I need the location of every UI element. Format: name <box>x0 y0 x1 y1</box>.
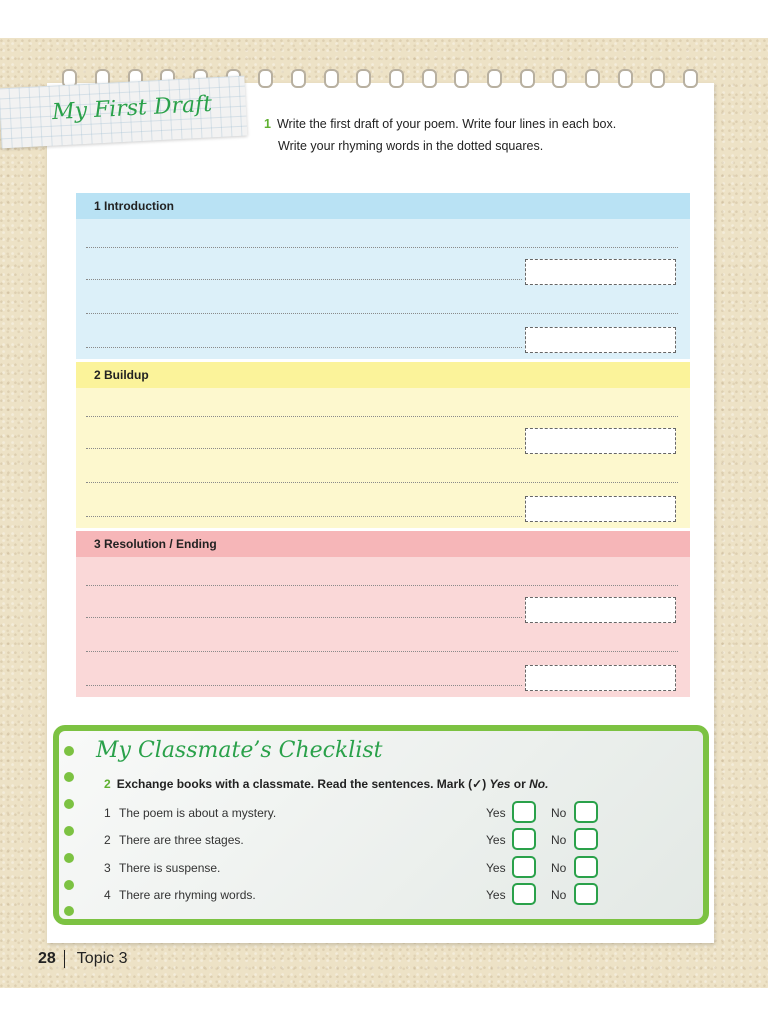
instruction-line-2: Write your rhyming words in the dotted squares. <box>278 139 544 153</box>
spiral-ring <box>683 69 698 88</box>
topic-label: Topic 3 <box>76 950 128 968</box>
yes-label: Yes <box>486 833 506 847</box>
spiral-hook-icon <box>64 772 74 782</box>
spiral-hook-icon <box>64 906 74 916</box>
no-checkbox[interactable] <box>574 856 598 878</box>
spiral-ring <box>487 69 502 88</box>
checklist-item-text: The poem is about a mystery. <box>119 806 277 820</box>
section-header: 3 Resolution / Ending <box>76 531 690 557</box>
checklist-item <box>104 828 604 854</box>
section-writing-area[interactable] <box>76 219 690 359</box>
spiral-hook-icon <box>64 746 74 756</box>
section-writing-area[interactable] <box>76 388 690 528</box>
section-header: 1 Introduction <box>76 193 690 219</box>
checklist-item <box>104 883 604 909</box>
writing-line[interactable] <box>86 247 678 248</box>
checklist-item <box>104 856 604 882</box>
rhyming-word-box[interactable] <box>525 428 676 454</box>
writing-line[interactable] <box>86 651 678 652</box>
yes-checkbox[interactable] <box>512 856 536 878</box>
checklist-item-number: 1 <box>104 806 111 820</box>
checklist-item-number: 3 <box>104 861 111 875</box>
spiral-hook-icon <box>64 799 74 809</box>
page-number: 28 <box>38 950 56 968</box>
spiral-ring <box>422 69 437 88</box>
instruction-line-1: Write the first draft of your poem. Write four lines in each box. <box>276 117 617 131</box>
writing-line[interactable] <box>86 516 522 517</box>
page-title: My First Draft <box>51 91 213 126</box>
spiral-ring <box>618 69 633 88</box>
spiral-ring <box>585 69 600 88</box>
spiral-hook-icon <box>64 853 74 863</box>
rhyming-word-box[interactable] <box>525 259 676 285</box>
yes-label: Yes <box>486 861 506 875</box>
yes-label: Yes <box>486 806 506 820</box>
no-label: No <box>551 806 567 820</box>
section-header: 2 Buildup <box>76 362 690 388</box>
no-label: No <box>551 861 567 875</box>
section-writing-area[interactable] <box>76 557 690 697</box>
writing-line[interactable] <box>86 685 522 686</box>
spiral-hook-icon <box>64 880 74 890</box>
yes-checkbox[interactable] <box>512 828 536 850</box>
yes-label: Yes <box>486 888 506 902</box>
checklist-item <box>104 801 604 827</box>
checklist-instruction-or: or <box>513 777 526 791</box>
checklist-item-text: There are three stages. <box>119 833 244 847</box>
page-footer <box>38 950 128 968</box>
spiral-ring <box>389 69 404 88</box>
yes-checkbox[interactable] <box>512 883 536 905</box>
spiral-ring <box>650 69 665 88</box>
section-resolution-ending <box>76 531 690 697</box>
checklist-item-number: 2 <box>104 833 111 847</box>
yes-checkbox[interactable] <box>512 801 536 823</box>
spiral-ring <box>552 69 567 88</box>
spiral-ring <box>291 69 306 88</box>
spiral-ring <box>454 69 469 88</box>
section-introduction <box>76 193 690 359</box>
spiral-ring <box>356 69 371 88</box>
checklist-title: My Classmate’s Checklist <box>96 738 383 763</box>
no-checkbox[interactable] <box>574 828 598 850</box>
checklist-item-text: There is suspense. <box>119 861 221 875</box>
writing-line[interactable] <box>86 617 522 618</box>
checklist-item-text: There are rhyming words. <box>119 888 256 902</box>
writing-line[interactable] <box>86 416 678 417</box>
no-checkbox[interactable] <box>574 883 598 905</box>
rhyming-word-box[interactable] <box>525 496 676 522</box>
rhyming-word-box[interactable] <box>525 665 676 691</box>
rhyming-word-box[interactable] <box>525 327 676 353</box>
spiral-hook-icon <box>64 826 74 836</box>
spiral-ring <box>520 69 535 88</box>
checklist-instruction-no: No. <box>529 777 549 791</box>
no-label: No <box>551 888 567 902</box>
draft-instruction <box>264 113 616 157</box>
spiral-ring <box>324 69 339 88</box>
spiral-ring <box>258 69 273 88</box>
rhyming-word-box[interactable] <box>525 597 676 623</box>
checklist-instruction-text: Exchange books with a classmate. Read the sentences. Mark (✓) <box>116 777 487 791</box>
checklist-instruction-yes: Yes <box>489 777 511 791</box>
instruction-number: 1 <box>264 117 271 131</box>
no-checkbox[interactable] <box>574 801 598 823</box>
writing-line[interactable] <box>86 313 678 314</box>
no-label: No <box>551 833 567 847</box>
writing-line[interactable] <box>86 585 678 586</box>
writing-line[interactable] <box>86 279 522 280</box>
section-buildup <box>76 362 690 528</box>
writing-line[interactable] <box>86 347 522 348</box>
checklist-item-number: 4 <box>104 888 111 902</box>
writing-line[interactable] <box>86 482 678 483</box>
checklist-instruction <box>104 777 548 791</box>
footer-divider <box>64 950 65 968</box>
writing-line[interactable] <box>86 448 522 449</box>
checklist-instruction-number: 2 <box>104 777 111 791</box>
